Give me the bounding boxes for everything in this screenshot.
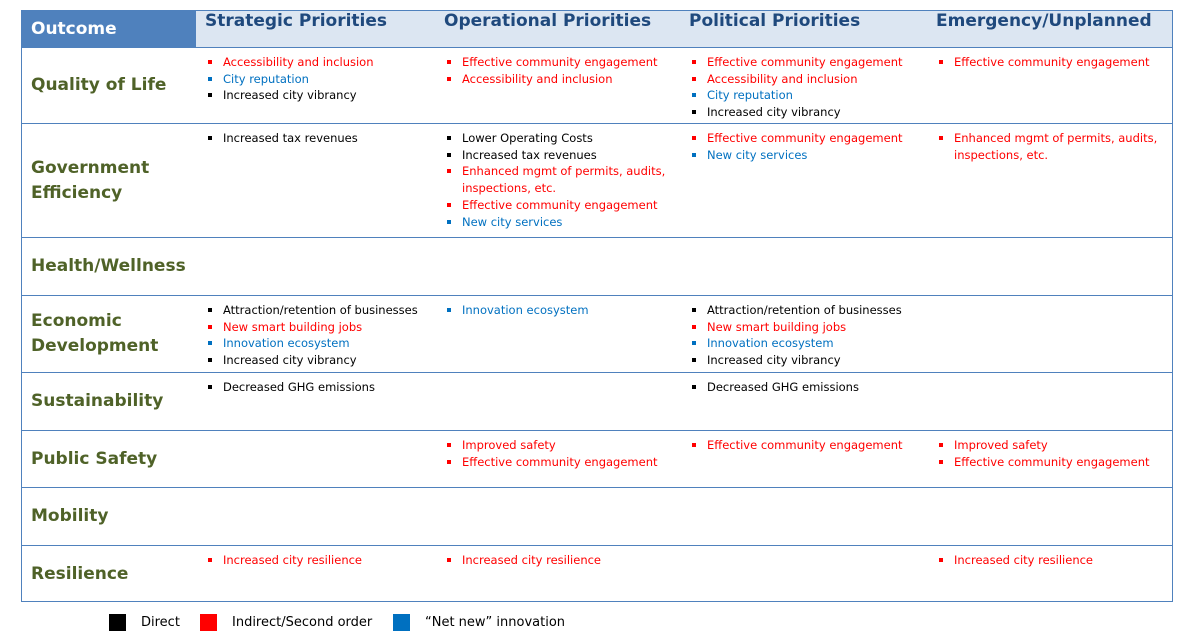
legend-item-indirect — [200, 612, 372, 632]
list-item: New smart building jobs — [205, 319, 418, 336]
list-item: Attraction/retention of businesses — [689, 302, 902, 319]
legend-label: Direct — [141, 614, 180, 630]
emergency-unplanned-header: Emergency/Unplanned — [936, 11, 1152, 31]
list-item: Effective community engagement — [936, 54, 1150, 71]
list-item: New city services — [444, 214, 665, 231]
list-item: Effective community engagement — [444, 197, 665, 214]
cell-economic-development-strategic — [205, 302, 418, 369]
cell-economic-development-political — [689, 302, 902, 369]
list-item: Innovation ecosystem — [444, 302, 589, 319]
outcome-label-government-efficiency: Government Efficiency — [31, 157, 150, 203]
list-item: Increased tax revenues — [205, 130, 358, 147]
operational-priorities-header: Operational Priorities — [444, 11, 652, 31]
list-item: Effective community engagement — [444, 54, 658, 71]
legend-swatch-direct — [109, 614, 126, 631]
table-row — [22, 296, 1172, 373]
cell-quality-of-life-emergency — [936, 54, 1150, 71]
table-row — [22, 48, 1172, 124]
list-item: Accessibility and inclusion — [689, 71, 903, 88]
outcome-label-sustainability: Sustainability — [31, 391, 164, 411]
list-item: Effective community engagement — [689, 130, 903, 147]
cell-government-efficiency-operational — [444, 130, 665, 230]
list-item: Enhanced mgmt of permits, audits, inspections, etc. — [444, 163, 665, 196]
cell-public-safety-political — [689, 437, 903, 454]
list-item: Increased city vibrancy — [689, 352, 902, 369]
list-item: Increased city resilience — [205, 552, 362, 569]
list-item: City reputation — [205, 71, 374, 88]
list-item: Innovation ecosystem — [689, 335, 902, 352]
table-row — [22, 373, 1172, 431]
table-row — [22, 431, 1172, 488]
legend-swatch-indirect — [200, 614, 217, 631]
table-row — [22, 546, 1172, 602]
cell-resilience-strategic — [205, 552, 362, 569]
list-item: Decreased GHG emissions — [205, 379, 375, 396]
legend-label: “Net new” innovation — [425, 614, 566, 630]
list-item: Decreased GHG emissions — [689, 379, 859, 396]
cell-quality-of-life-operational — [444, 54, 658, 87]
legend-item-direct — [109, 612, 180, 632]
list-item: Improved safety — [444, 437, 658, 454]
outcome-label-health-wellness: Health/Wellness — [31, 256, 186, 276]
outcome-label-resilience: Resilience — [31, 563, 129, 584]
political-priorities-header: Political Priorities — [689, 11, 861, 31]
list-item: Effective community engagement — [689, 54, 903, 71]
list-item: Lower Operating Costs — [444, 130, 665, 147]
table-row — [22, 238, 1172, 296]
list-item: Enhanced mgmt of permits, audits, inspections, etc. — [936, 130, 1157, 163]
strategic-priorities-header: Strategic Priorities — [205, 11, 388, 31]
list-item: City reputation — [689, 87, 903, 104]
outcome-priority-matrix — [21, 10, 1173, 602]
table-row — [22, 124, 1172, 238]
legend-swatch-new — [393, 614, 410, 631]
list-item: Increased city resilience — [444, 552, 601, 569]
cell-resilience-emergency — [936, 552, 1093, 569]
legend-label: Indirect/Second order — [232, 614, 373, 630]
list-item: Increased tax revenues — [444, 147, 665, 164]
list-item: Effective community engagement — [936, 454, 1150, 471]
list-item: Accessibility and inclusion — [205, 54, 374, 71]
outcome-label-public-safety: Public Safety — [31, 448, 158, 469]
legend-item-new — [393, 612, 565, 632]
list-item: New smart building jobs — [689, 319, 902, 336]
list-item: Increased city vibrancy — [205, 352, 418, 369]
cell-economic-development-operational — [444, 302, 589, 319]
cell-sustainability-political — [689, 379, 859, 396]
list-item: Increased city vibrancy — [689, 104, 903, 121]
outcome-column-header: Outcome — [22, 11, 196, 47]
cell-public-safety-emergency — [936, 437, 1150, 470]
list-item: Improved safety — [936, 437, 1150, 454]
list-item: Effective community engagement — [444, 454, 658, 471]
list-item: Attraction/retention of businesses — [205, 302, 418, 319]
list-item: Accessibility and inclusion — [444, 71, 658, 88]
cell-government-efficiency-political — [689, 130, 903, 163]
cell-quality-of-life-strategic — [205, 54, 374, 104]
table-row — [22, 488, 1172, 546]
outcome-label-mobility: Mobility — [31, 506, 109, 526]
cell-resilience-operational — [444, 552, 601, 569]
outcome-label-quality-of-life: Quality of Life — [31, 75, 167, 95]
cell-government-efficiency-strategic — [205, 130, 358, 147]
cell-sustainability-strategic — [205, 379, 375, 396]
list-item: Increased city resilience — [936, 552, 1093, 569]
list-item: Effective community engagement — [689, 437, 903, 454]
list-item: Increased city vibrancy — [205, 87, 374, 104]
list-item: Innovation ecosystem — [205, 335, 418, 352]
list-item: New city services — [689, 147, 903, 164]
table-header — [22, 11, 1172, 48]
cell-government-efficiency-emergency — [936, 130, 1157, 163]
outcome-label-economic-development: Economic Development — [31, 311, 159, 356]
cell-quality-of-life-political — [689, 54, 903, 121]
cell-public-safety-operational — [444, 437, 658, 470]
